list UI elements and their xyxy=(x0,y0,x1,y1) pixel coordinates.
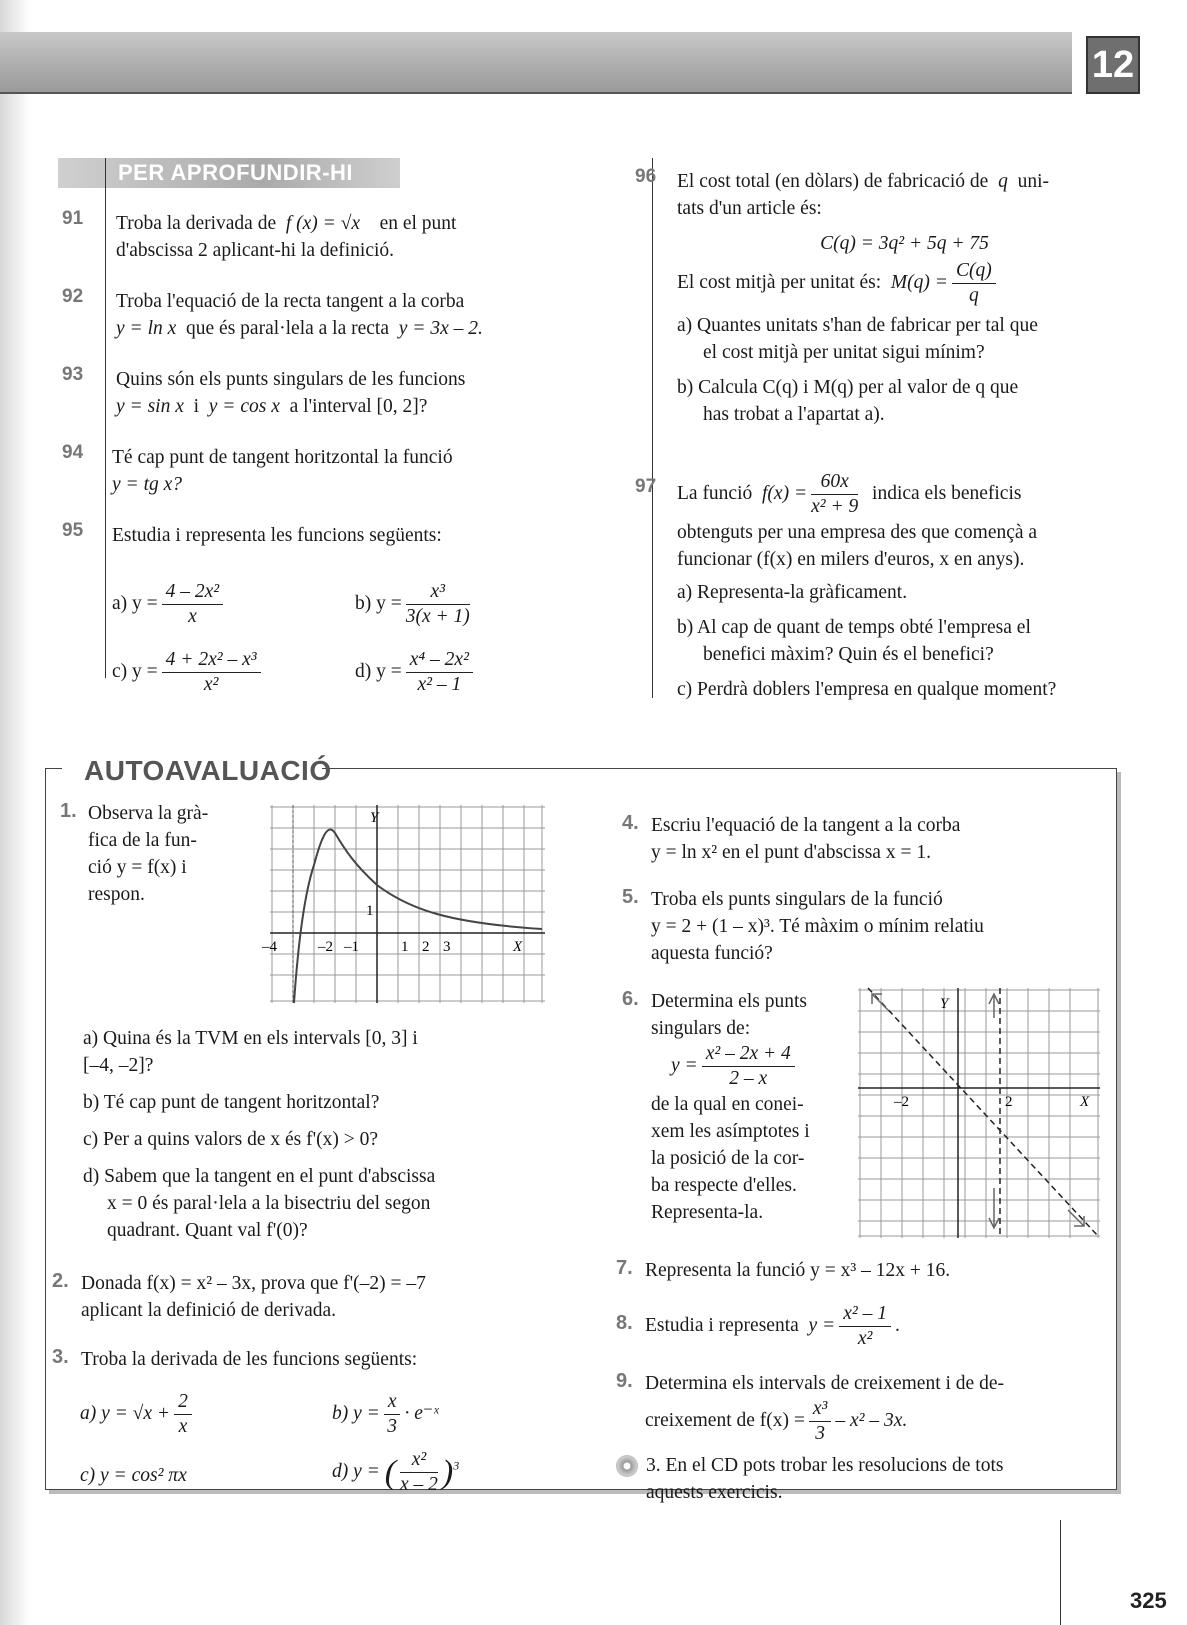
exercise-95c: c) y = $\frac{\text{4 + 2x² – x³}}{\text{x²}}$ xyxy=(112,648,265,697)
tick-label: 3 xyxy=(443,939,451,955)
tick-label: 2 xyxy=(422,939,430,955)
question-number: 2. xyxy=(52,1270,69,1292)
x-axis-label: X xyxy=(1080,1094,1090,1110)
exercise-95: Estudia i representa les funcions següents: xyxy=(112,525,442,546)
question-7: Representa la funció y = x³ – 12x + 16. xyxy=(645,1260,951,1281)
question-3d: d) y = ( $\frac{\text{x²}}{x - 2}$ )$^3$ xyxy=(332,1449,460,1495)
cd-note: 3. En el CD pots trobar les resolucions de tots aquests exercicis. xyxy=(646,1455,1004,1503)
tick-label: 1 xyxy=(366,903,374,919)
tick-label: –1 xyxy=(344,939,359,955)
question-3: Troba la derivada de les funcions següents: xyxy=(81,1349,418,1370)
section-title: PER APROFUNDIR-HI xyxy=(118,160,354,185)
exercise-94: Té cap punt de tangent horitzontal la funció y = tg x? xyxy=(112,447,453,495)
exercise-95d: d) y = $\frac{\text{x⁴ – 2x²}}{\text{x² – 1}}$ xyxy=(355,648,477,697)
asymptote-graph-q6 xyxy=(858,988,1100,1238)
arrow-up-icon xyxy=(989,994,999,1018)
question-1-intro: Observa la grà- fica de la fun- ció y = f(x) i respon. xyxy=(88,803,209,905)
question-number: 7. xyxy=(616,1257,633,1279)
question-1-parts: a) Quina és la TVM en els intervals [0, 3] i [–4, –2]? b) Té cap punt de tangent horitzontal? c) Per a quins valors de x és f'(x) > 0? d) Sabem que la tangent en el punt d'abscissa x = 0 és paral·lela a la bisectriu del segon quadrant. Quant val f'(0)? xyxy=(83,1028,436,1241)
right-column-rule xyxy=(652,158,653,698)
tick-label: –2 xyxy=(894,1094,909,1110)
question-3c: c) y = cos² πx xyxy=(80,1465,187,1486)
y-axis-label: Y xyxy=(940,996,949,1012)
arrow-up-left-icon xyxy=(872,994,888,1010)
arrow-down-icon xyxy=(989,1188,999,1228)
question-2: Donada f(x) = x² – 3x, prova que f'(–2) = –7 aplicant la definició de derivada. xyxy=(81,1273,426,1321)
x-axis-label: X xyxy=(513,939,523,955)
self-assessment-title: AUTOAVALUACIÓ xyxy=(84,755,332,786)
question-6: Determina els punts singulars de: y = $\frac{\text{x² – 2x + 4}}{2 - x}$ de la qual en conei- xem les asímptotes i la posició de la cor- ba respecte d'elles. Representa-la. xyxy=(651,991,810,1223)
question-number: 6. xyxy=(622,988,639,1010)
question-number: 9. xyxy=(616,1370,633,1392)
exercise-91: Troba la derivada de f (x) = √x en el punt d'abscissa 2 aplicant-hi la definició. xyxy=(116,213,457,261)
tick-label: –2 xyxy=(318,939,333,955)
question-number: 1. xyxy=(60,800,77,822)
function-graph-q1 xyxy=(262,805,545,1003)
question-number: 8. xyxy=(616,1312,633,1334)
left-column-rule xyxy=(105,158,106,678)
exercise-95b: b) y = $\frac{\text{x³}}{3(x + 1)}$ xyxy=(355,581,470,627)
exercise-95a: a) y = $\frac{\text{4 – 2x²}}{x}$ xyxy=(112,580,227,629)
exercise-number: 93 xyxy=(62,364,84,385)
question-number: 4. xyxy=(622,812,639,834)
self-assessment-heading xyxy=(62,755,332,789)
question-number: 5. xyxy=(622,886,639,908)
tick-label: 2 xyxy=(1005,1094,1013,1110)
exercise-92: Troba l'equació de la recta tangent a la corba y = ln x que és paral·lela a la recta y = 3x – 2. xyxy=(116,291,483,339)
exercise-93: Quins són els punts singulars de les funcions y = sin x i y = cos x a l'interval [0, 2]? xyxy=(116,369,466,417)
question-9: Determina els intervals de creixement i de de- creixement de f(x) = $\frac{\text{x³}}{3}$ – x² – 3x. xyxy=(645,1373,1004,1444)
question-number: 3. xyxy=(52,1346,69,1368)
section-heading xyxy=(58,158,400,188)
exercise-number: 91 xyxy=(62,208,84,229)
exercise-number: 95 xyxy=(62,520,84,541)
question-5: Troba els punts singulars de la funció y = 2 + (1 – x)³. Té màxim o mínim relatiu aquesta funció? xyxy=(651,889,984,964)
cd-icon xyxy=(616,1455,638,1477)
question-3b: b) y = $\frac{x}{3}$ · e⁻ˣ xyxy=(332,1391,439,1437)
tick-label: 1 xyxy=(401,939,409,955)
exercise-number: 96 xyxy=(635,166,657,187)
question-3a: a) y = √x + $\frac{2}{x}$ xyxy=(80,1390,196,1439)
page-gutter-shadow xyxy=(0,0,30,1625)
exercise-96: El cost total (en dòlars) de fabricació de q uni- tats d'un article és: C(q) = 3q² + 5q + 75 El cost mitjà per unitat és: M(q) = $\frac{C(q)}{q}$ a) Quantes unitats s'han de fabricar per tal que el cost mitjà per unitat sigui mínim? b) Calcula C(q) i M(q) per al valor de q que has trobat a l'apartat a). xyxy=(677,171,1049,425)
question-4: Escriu l'equació de la tangent a la corba y = ln x² en el punt d'abscissa x = 1. xyxy=(651,815,961,863)
exercise-number: 97 xyxy=(635,476,657,497)
exercise-number: 94 xyxy=(62,442,84,463)
y-axis-label: Y xyxy=(370,810,379,826)
exercise-97: La funció f(x) = $\frac{60x}{\text{x² + 9}}$ indica els beneficis obtenguts per una empresa des que començà a funcionar (f(x) en milers d'euros, x en anys). a) Representa-la gràficament. b) Al cap de quant de temps obté l'empresa el benefici màxim? Quin és el benefici? c) Perdrà doblers l'empresa en qualque moment? xyxy=(677,471,1057,700)
chapter-number-badge: 12 xyxy=(1086,36,1140,94)
page-corner-rule xyxy=(1060,1520,1061,1625)
exercise-number: 92 xyxy=(62,286,84,307)
question-8: Estudia i representa y = $\frac{\text{x² – 1}}{\text{x²}}$ . xyxy=(645,1303,900,1349)
page-number: 325 xyxy=(1130,1588,1167,1613)
tick-label: –4 xyxy=(262,939,277,955)
function-curve xyxy=(294,830,542,1003)
chapter-header-band xyxy=(0,32,1072,94)
graph-grid xyxy=(858,988,1100,1238)
